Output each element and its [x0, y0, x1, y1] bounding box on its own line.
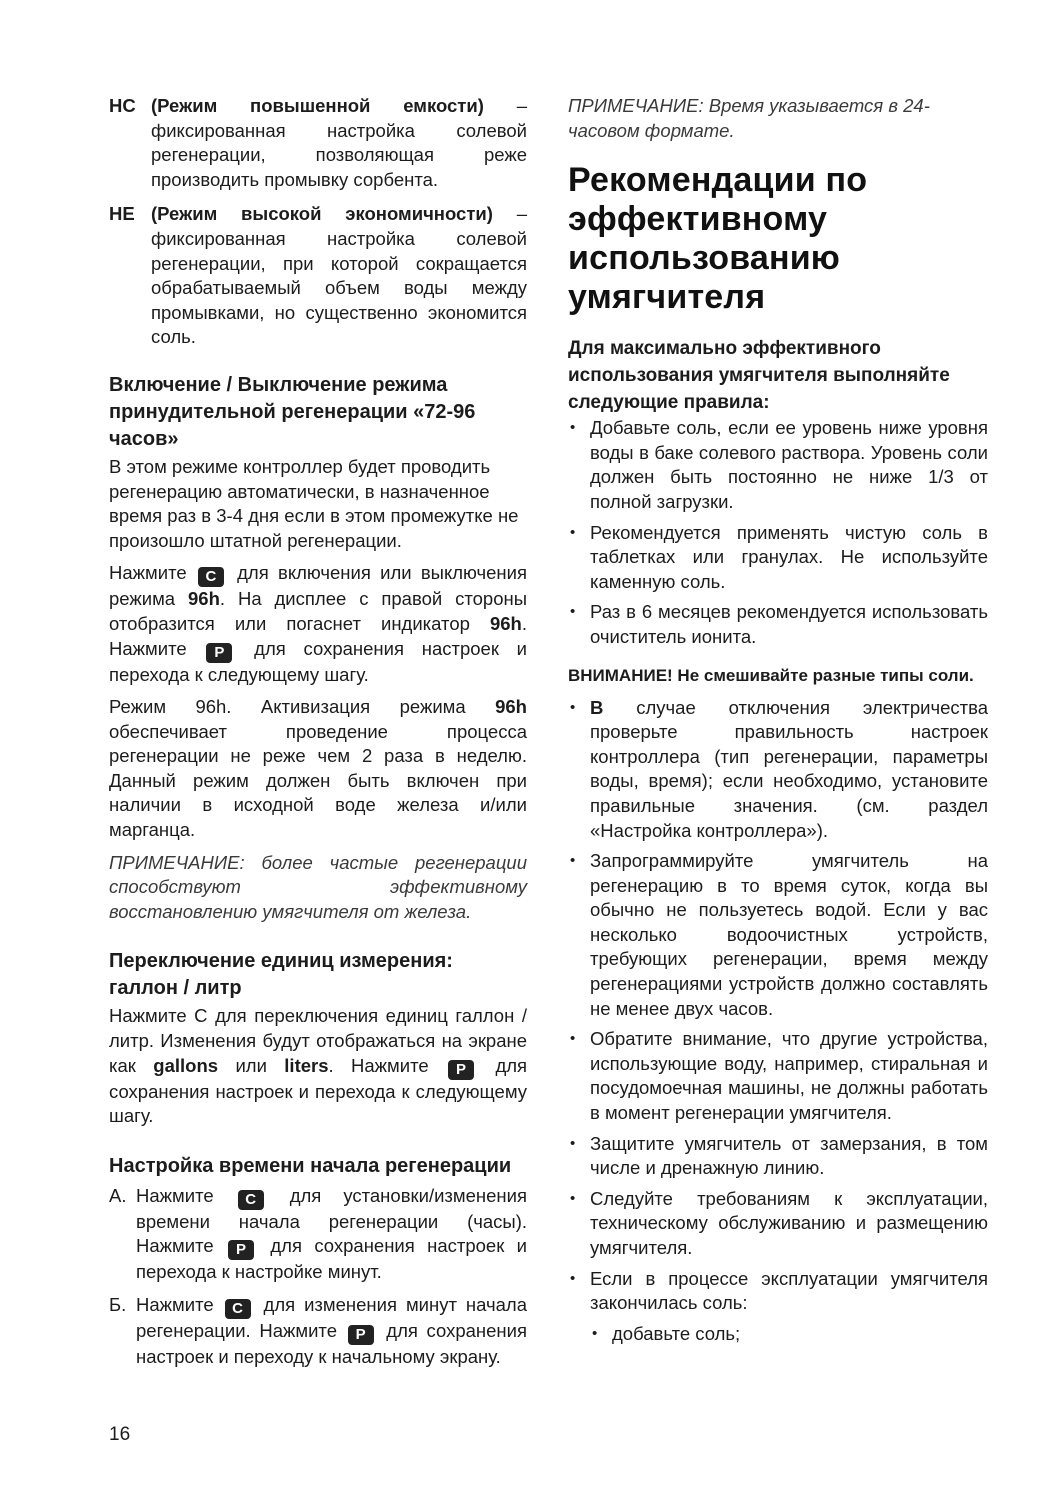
definition-body: – фиксированная настройка солевой регенерации, при которой сокращается обрабатываемый объем воды между промывками, но существенно экономится соль. — [151, 203, 527, 348]
paragraph — [109, 561, 527, 687]
step-a — [109, 1184, 527, 1285]
step-b — [109, 1293, 527, 1370]
text: . На дисплее с правой стороны отобразится или погаснет индикатор — [109, 588, 528, 634]
text: или — [235, 1054, 267, 1076]
text: . Нажмите — [328, 1054, 429, 1076]
text: для сохранения настроек и перехода к следующему шагу. — [109, 1054, 528, 1127]
warning-text: ВНИМАНИЕ! Не смешивайте разные типы соли. — [568, 665, 974, 685]
text: Нажмите — [136, 1184, 214, 1206]
text: для сохранения настроек и перехода к настройке минут. — [136, 1235, 527, 1283]
text: Нажмите — [136, 1294, 214, 1315]
list-item: • Запрограммируйте умягчитель на регенерацию в то время суток, когда вы обычно не пользуетесь водой. Если у вас несколько водоочистных устройств, требующих регенерации, время между регенерациями устройств должно составлять не менее двух часов. — [568, 849, 988, 1021]
p-button-icon: P — [206, 643, 232, 663]
paragraph — [109, 695, 527, 843]
text: случае отключения электричества проверьте правильность настроек контроллера (тип регенерации, параметры воды, время); если необходимо, установите правильные значения. (см. раздел «Настройка контроллера»). — [590, 696, 988, 841]
section-title-forced-regeneration: Включение / Выключение режима принудительной регенерации «72-96 часов» — [109, 373, 476, 450]
lead-text: Для максимально эффективного использования умягчителя выполняйте следующие правила: — [568, 338, 950, 414]
list-item: • Защитите умягчитель от замерзания, в том числе и дренажную линию. — [568, 1132, 988, 1181]
step-label: Б. — [109, 1294, 127, 1315]
mode-96h: 96h — [495, 696, 527, 718]
definition-key: HC — [109, 95, 136, 116]
list-item: • Раз в 6 месяцев рекомендуется использовать очиститель ионита. — [568, 600, 988, 649]
text: Режим 96h. Активизация режима — [109, 696, 466, 718]
page-number: 16 — [109, 1424, 131, 1445]
text: обеспечивает проведение процесса регенерации не реже чем 2 раза в неделю. Данный режим должен быть включен при наличии в исходной воде железа и/или марганца. — [109, 720, 527, 841]
definition-body: – фиксированная настройка солевой регенерации, позволяющая реже производить промывку сорбента. — [151, 95, 527, 190]
text: для включения или выключения режима — [109, 562, 528, 610]
p-button-icon: P — [348, 1325, 374, 1345]
step-text — [136, 1293, 527, 1370]
list-item: • Обратите внимание, что другие устройства, использующие воду, например, стиральная и посудомоечная машины, не должны работать в момент регенерации умягчителя. — [568, 1027, 988, 1125]
mode-96h: 96h — [489, 612, 522, 634]
list-item: • Рекомендуется применять чистую соль в таблетках или гранулах. Не используйте каменную соль. — [568, 521, 988, 595]
paragraph: В этом режиме контроллер будет проводить регенерацию автоматически, в назначенное время раз в 3-4 дня если в этом промежутке не произошло штатной регенерации. — [109, 455, 519, 551]
definition-term: (Режим повышенной емкости) — [151, 95, 484, 116]
list-item: • Следуйте требованиям к эксплуатации, техническому обслуживанию и размещению умягчителя. — [568, 1187, 988, 1261]
c-button-icon: C — [198, 567, 224, 587]
tips-list — [568, 696, 988, 1347]
mode-96h: 96h — [188, 588, 220, 610]
text: для сохранения настроек и переходу к начальному экрану. — [136, 1320, 527, 1367]
note-24h: ПРИМЕЧАНИЕ: Время указывается в 24-часовом формате. — [568, 95, 930, 141]
section-title-regen-time: Настройка времени начала регенерации — [109, 1154, 512, 1177]
paragraph — [109, 1004, 527, 1128]
note: ПРИМЕЧАНИЕ: более частые регенерации способствуют эффективному восстановлению умягчителя от железа. — [109, 851, 527, 922]
left-column — [109, 94, 527, 1378]
page-title: Рекомендации по эффективному использованию умягчителя — [568, 161, 868, 317]
p-button-icon: P — [448, 1060, 474, 1080]
list-item — [568, 696, 988, 844]
definition-text — [151, 202, 527, 350]
definition-he — [109, 202, 527, 350]
definition-hc — [109, 94, 527, 192]
definition-text — [151, 94, 527, 192]
text: Нажмите — [109, 562, 187, 584]
text: Нажмите С для переключения единиц галлон / литр. Изменения будут отображаться на экране как — [109, 1005, 527, 1076]
text: для изменения минут начала регенерации. Нажмите — [136, 1294, 528, 1341]
step-label: А. — [109, 1184, 127, 1206]
steps-list — [109, 1184, 527, 1370]
right-column — [568, 94, 988, 1352]
list-item: • Если в процессе эксплуатации умягчителя закончилась соль: — [568, 1267, 988, 1316]
text: . Нажмите — [109, 612, 527, 659]
list-item: • Добавьте соль, если ее уровень ниже уровня воды в баке солевого раствора. Уровень соли должен быть постоянно не ниже 1/3 от полной загрузки. — [568, 416, 988, 514]
definition-key: HE — [109, 203, 135, 225]
definition-term: (Режим высокой экономичности) — [151, 203, 493, 225]
c-button-icon: C — [238, 1190, 264, 1210]
c-button-icon: C — [225, 1299, 251, 1319]
section-title-units: Переключение единиц измерения: галлон / литр — [109, 950, 453, 1000]
p-button-icon: P — [228, 1240, 254, 1260]
text: для сохранения настроек и перехода к следующему шагу. — [109, 637, 528, 685]
rules-list — [568, 416, 988, 649]
text: для установки/изменения времени начала регенерации (часы). Нажмите — [136, 1184, 527, 1257]
sub-list-item: • добавьте соль; — [568, 1322, 988, 1347]
step-text — [136, 1184, 527, 1285]
unit-gallons: gallons — [153, 1054, 219, 1076]
unit-liters: liters — [284, 1054, 329, 1076]
text: В — [590, 696, 604, 718]
